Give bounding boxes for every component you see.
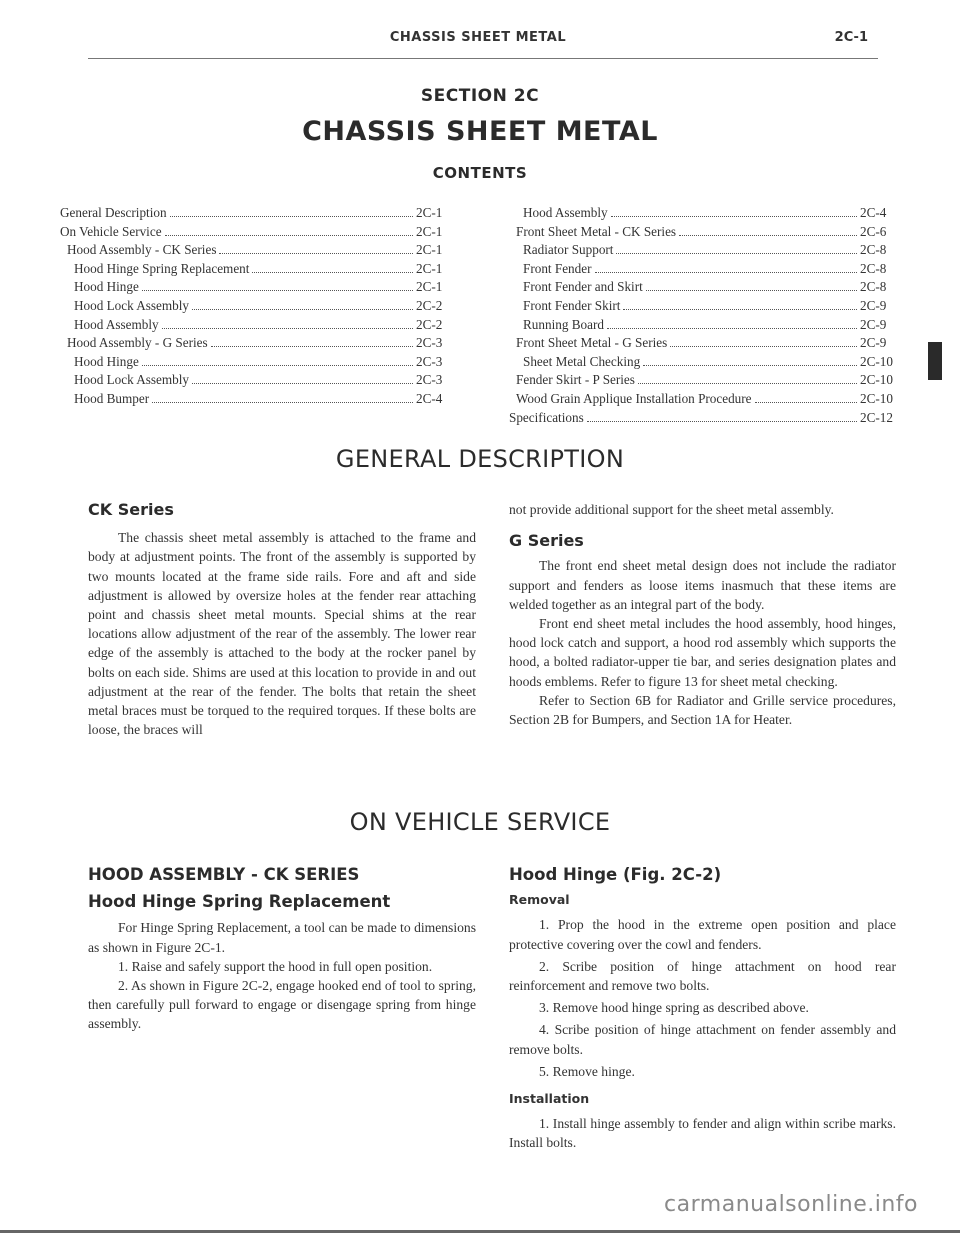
g-series-paragraph-3: Refer to Section 6B for Radiator and Grille service procedures, Section 2B for Bumpers, and Section 1A for Heater. bbox=[509, 692, 896, 728]
g-series-paragraph-2: Front end sheet metal includes the hood assembly, hood hinges, hood lock catch and support, a hood rod assembly which supports the hood, a bolted radiator-upper tie bar, and series designation plates and hoods emblems. Refer to figure 13 for sheet metal checking. bbox=[509, 616, 896, 689]
toc-entry bbox=[509, 242, 904, 261]
toc-leader-dots bbox=[162, 328, 413, 329]
toc-entry-label: On Vehicle Service bbox=[60, 223, 162, 239]
toc-entry bbox=[60, 279, 460, 298]
toc-entry-label: Hood Assembly bbox=[523, 205, 608, 220]
ck-series-paragraph: The chassis sheet metal assembly is attached to the frame and body at adjustment points. The front of the assembly is supported by two mounts located at the frame side rails. Fore and aft and side adjustment is allowed by oversize holes at the fender rear attaching point and chassis sheet metal mounts. Special shims at the rear locations allow adjustment of the rear of the assembly. The lower rear edge of the assembly is attached to the body at the rocker panel by bolts on each side. Shims are used at this location to provide in and out adjustment at the rear of the fender. The bolts that retain the sheet metal braces must be torqued to the required torques. If these bolts are loose, the braces will bbox=[88, 530, 476, 738]
toc-entry-page: 2C-2 bbox=[416, 297, 443, 313]
hood-ck-paragraph-1: For Hinge Spring Replacement, a tool can be made to dimensions as shown in Figure 2C-1. bbox=[88, 920, 476, 955]
toc-entry-label: Radiator Support bbox=[523, 242, 614, 258]
hood-hinge-spring-heading: Hood Hinge Spring Replacement bbox=[88, 892, 391, 912]
toc-entry-label: Hood Hinge Spring Replacement bbox=[74, 260, 250, 276]
toc-entry bbox=[60, 242, 460, 261]
toc-entry-page: 2C-4 bbox=[860, 205, 887, 220]
procedure-step: 4. Scribe position of hinge attachment on fender assembly and remove bolts. bbox=[509, 1022, 896, 1057]
toc-entry bbox=[509, 317, 904, 336]
g-series-heading: G Series bbox=[509, 531, 584, 551]
toc-entry-page: 2C-1 bbox=[416, 205, 443, 220]
toc-entry-page: 2C-10 bbox=[860, 390, 893, 406]
toc-entry-page: 2C-3 bbox=[416, 372, 443, 388]
toc-leader-dots bbox=[219, 253, 413, 254]
procedure-step: 5. Remove hinge. bbox=[539, 1063, 635, 1079]
page-number: 2C-1 bbox=[834, 30, 868, 45]
toc-leader-dots bbox=[670, 346, 857, 347]
toc-leader-dots bbox=[142, 290, 413, 291]
footer-rule bbox=[0, 1230, 960, 1233]
toc-entry-page: 2C-1 bbox=[416, 279, 443, 295]
toc-entry-page: 2C-9 bbox=[860, 335, 887, 351]
toc-entry-page: 2C-1 bbox=[416, 223, 443, 239]
toc-entry-page: 2C-4 bbox=[416, 390, 443, 406]
toc-entry bbox=[509, 298, 904, 317]
procedure-step: 2. Scribe position of hinge attachment on hood rear reinforcement and remove two bolts. bbox=[509, 958, 896, 994]
toc-entry bbox=[509, 410, 904, 429]
toc-entry bbox=[60, 335, 460, 354]
hood-assembly-ck-section bbox=[88, 865, 476, 1034]
toc-entry-label: Hood Assembly - CK Series bbox=[67, 242, 217, 258]
toc-right-column bbox=[509, 205, 904, 428]
hood-ck-step-2: 2. As shown in Figure 2C-2, engage hooked end of tool to spring, then carefully pull forward to engage or disengage spring from hinge assembly. bbox=[88, 978, 476, 1032]
toc-entry-label: Running Board bbox=[523, 316, 604, 332]
removal-heading: Removal bbox=[509, 892, 570, 908]
toc-entry-label: Front Fender Skirt bbox=[523, 297, 621, 313]
hood-hinge-heading: Hood Hinge (Fig. 2C-2) bbox=[509, 865, 722, 884]
toc-leader-dots bbox=[755, 402, 857, 403]
toc-entry bbox=[509, 279, 904, 298]
section-label: SECTION 2C bbox=[420, 86, 540, 106]
toc-entry-label: Wood Grain Applique Installation Procedure bbox=[516, 390, 752, 406]
toc-leader-dots bbox=[170, 216, 413, 217]
toc-entry bbox=[60, 391, 460, 410]
hood-assembly-ck-heading: HOOD ASSEMBLY - CK SERIES bbox=[88, 865, 360, 884]
header-title: CHASSIS SHEET METAL bbox=[389, 30, 567, 45]
toc-leader-dots bbox=[192, 383, 413, 384]
toc-entry-page: 2C-8 bbox=[860, 260, 887, 276]
procedure-step: 1. Prop the hood in the extreme open position and place protective covering over the cowl and fenders. bbox=[509, 917, 896, 952]
toc-entry-label: Hood Lock Assembly bbox=[74, 297, 190, 313]
toc-entry bbox=[509, 354, 904, 373]
contents-heading: CONTENTS bbox=[432, 164, 528, 182]
toc-leader-dots bbox=[165, 235, 413, 236]
toc-entry-label: Hood Bumper bbox=[74, 390, 150, 406]
toc-entry-label: Hood Hinge bbox=[74, 279, 139, 295]
toc-leader-dots bbox=[646, 290, 857, 291]
toc-leader-dots bbox=[679, 235, 857, 236]
section-title: CHASSIS SHEET METAL bbox=[302, 116, 658, 147]
toc-entry-label: Front Fender bbox=[523, 260, 592, 276]
toc-entry bbox=[60, 205, 460, 224]
ck-series-heading: CK Series bbox=[88, 500, 174, 519]
toc-entry bbox=[60, 224, 460, 243]
toc-entry bbox=[60, 317, 460, 336]
toc-entry bbox=[60, 261, 460, 280]
g-series-section bbox=[509, 500, 896, 729]
toc-entry-label: Specifications bbox=[509, 409, 584, 425]
toc-entry bbox=[509, 391, 904, 410]
toc-leader-dots bbox=[643, 365, 857, 366]
on-vehicle-service-heading: ON VEHICLE SERVICE bbox=[349, 808, 611, 836]
ck-series-section bbox=[88, 500, 476, 739]
toc-entry-label: Hood Lock Assembly bbox=[74, 372, 190, 388]
toc-entry-page: 2C-8 bbox=[860, 279, 887, 295]
toc-entry bbox=[60, 354, 460, 373]
toc-leader-dots bbox=[638, 383, 857, 384]
toc-leader-dots bbox=[211, 346, 413, 347]
toc-entry bbox=[60, 298, 460, 317]
installation-heading: Installation bbox=[509, 1091, 590, 1107]
toc-entry-label: Fender Skirt - P Series bbox=[516, 372, 635, 388]
toc-leader-dots bbox=[595, 272, 858, 273]
toc-leader-dots bbox=[611, 216, 857, 217]
toc-entry-label: Front Sheet Metal - CK Series bbox=[516, 223, 677, 239]
header-rule bbox=[88, 58, 878, 59]
toc-leader-dots bbox=[587, 421, 857, 422]
hood-ck-step-1: 1. Raise and safely support the hood in full open position. bbox=[118, 958, 433, 974]
toc-entry-page: 2C-12 bbox=[860, 409, 893, 425]
general-description-heading: GENERAL DESCRIPTION bbox=[335, 445, 625, 473]
g-series-paragraph-1: The front end sheet metal design does not include the radiator support and fenders as loose items inasmuch that these items are welded together as an integral part of the body. bbox=[509, 558, 896, 612]
toc-left-column bbox=[60, 205, 460, 410]
toc-entry-label: General Description bbox=[60, 205, 167, 220]
installation-steps bbox=[509, 1114, 896, 1152]
toc-entry bbox=[509, 205, 904, 224]
toc-entry-page: 2C-10 bbox=[860, 353, 893, 369]
toc-entry-label: Front Fender and Skirt bbox=[523, 279, 643, 295]
toc-entry bbox=[509, 261, 904, 280]
toc-entry-page: 2C-2 bbox=[416, 316, 443, 332]
toc-entry-page: 2C-9 bbox=[860, 316, 887, 332]
toc-entry bbox=[509, 372, 904, 391]
watermark-text: carmanualsonline.info bbox=[664, 1192, 918, 1217]
toc-entry-page: 2C-3 bbox=[416, 353, 443, 369]
toc-entry bbox=[509, 224, 904, 243]
toc-entry-page: 2C-3 bbox=[416, 335, 443, 351]
toc-entry-label: Sheet Metal Checking bbox=[523, 353, 641, 369]
toc-entry-page: 2C-6 bbox=[860, 223, 887, 239]
toc-entry bbox=[509, 335, 904, 354]
toc-leader-dots bbox=[152, 402, 413, 403]
toc-entry-label: Hood Assembly bbox=[74, 316, 159, 332]
page-header bbox=[88, 30, 868, 52]
procedure-step: 1. Install hinge assembly to fender and align within scribe marks. Install bolts. bbox=[509, 1116, 896, 1151]
toc-leader-dots bbox=[616, 253, 857, 254]
toc-entry-label: Hood Hinge bbox=[74, 353, 139, 369]
toc-entry-page: 2C-9 bbox=[860, 297, 887, 313]
toc-leader-dots bbox=[142, 365, 413, 366]
section-thumb-tab bbox=[928, 342, 942, 380]
toc-entry-page: 2C-10 bbox=[860, 372, 893, 388]
toc-leader-dots bbox=[252, 272, 413, 273]
toc-leader-dots bbox=[192, 309, 413, 310]
toc-entry-page: 2C-8 bbox=[860, 242, 887, 258]
toc-entry-label: Hood Assembly - G Series bbox=[67, 335, 208, 351]
hood-hinge-section bbox=[509, 865, 896, 1156]
ck-series-continued: not provide additional support for the sheet metal assembly. bbox=[509, 502, 834, 517]
toc-entry bbox=[60, 372, 460, 391]
toc-entry-page: 2C-1 bbox=[416, 242, 443, 258]
toc-leader-dots bbox=[607, 328, 857, 329]
toc-entry-page: 2C-1 bbox=[416, 260, 443, 276]
procedure-step: 3. Remove hood hinge spring as described above. bbox=[539, 1000, 809, 1016]
toc-entry-label: Front Sheet Metal - G Series bbox=[516, 335, 668, 351]
removal-steps bbox=[509, 915, 896, 1081]
toc-leader-dots bbox=[623, 309, 857, 310]
